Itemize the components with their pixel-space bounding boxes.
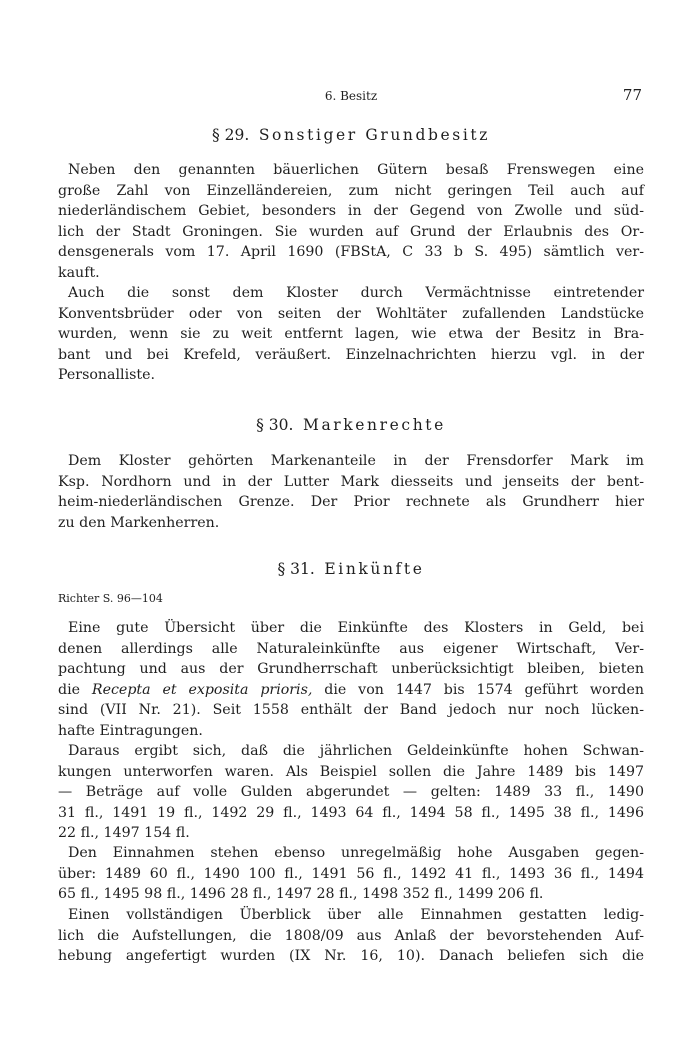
section-31-paragraph-3: [58, 843, 644, 905]
text-line: heim-niederländischen Grenze. Der Prior rechnete als Grundherr hier: [58, 494, 644, 510]
text-line: Ksp. Nordhorn und in der Lutter Mark diesseits und jenseits der bent-: [58, 473, 644, 490]
text-line: lich der Stadt Groningen. Sie wurden auf Grund der Erlaubnis des Or-: [58, 223, 644, 240]
text-line: hebung angefertigt wurden (IX Nr. 16, 10). Danach beliefen sich die: [58, 948, 644, 964]
source-note: Richter S. 96—104: [58, 592, 163, 605]
section-31-title: Einkünfte: [324, 560, 425, 578]
text-line: sind (VII Nr. 21). Seit 1558 enthält der Band jedoch nur noch lücken-: [58, 702, 644, 718]
section-30-title: Markenrechte: [302, 416, 446, 434]
page-number: 77: [622, 86, 642, 104]
text-line: densgenerals vom 17. April 1690 (FBStA, C 33 b S. 495) sämtlich ver-: [58, 244, 644, 260]
text-line: denen allerdings alle Naturaleinkünfte aus eigener Wirtschaft, Ver-: [58, 640, 644, 657]
text-line: 65 fl., 1495 98 fl., 1496 28 fl., 1497 28 fl., 1498 352 fl., 1499 206 fl.: [58, 886, 544, 902]
section-31-number: § 31.: [277, 560, 315, 578]
text-line: Personalliste.: [58, 367, 156, 383]
text-line: kauft.: [58, 264, 100, 281]
text-line: pachtung und aus der Grundherrschaft unberücksichtigt bleiben, bieten: [58, 661, 644, 677]
text-line: 31 fl., 1491 19 fl., 1492 29 fl., 1493 64 fl., 1494 58 fl., 1495 38 fl., 1496: [58, 804, 644, 821]
text-line: Neben den genannten bäuerlichen Gütern besaß Frenswegen eine: [68, 162, 644, 178]
section-29-paragraph-1: [58, 160, 644, 283]
text-line: kungen unterworfen waren. Als Beispiel sollen die Jahre 1489 bis 1497: [58, 763, 644, 780]
section-30-number: § 30.: [256, 416, 294, 434]
text-line: zu den Markenherren.: [58, 514, 220, 531]
text-line: niederländischem Gebiet, besonders in der Gegend von Zwolle und süd-: [58, 203, 644, 219]
text-line italic-line: die Recepta et exposita prioris, die von 1447 bis 1574 geführt worden: [58, 681, 644, 698]
text-line: Dem Kloster gehörten Markenanteile in der Frensdorfer Mark im: [68, 453, 644, 469]
section-30-heading: [58, 416, 644, 434]
section-29-number: § 29.: [211, 126, 250, 144]
text-line: Den Einnahmen stehen ebenso unregelmäßig hohe Ausgaben gegen-: [68, 845, 644, 861]
text-line: Eine gute Übersicht über die Einkünfte des Klosters in Geld, bei: [68, 620, 644, 636]
text-line: hafte Eintragungen.: [58, 722, 203, 739]
text-line: wurden, wenn sie zu weit entfernt lagen, wie etwa der Besitz in Bra-: [58, 326, 644, 342]
text-line: große Zahl von Einzelländereien, zum nicht geringen Teil auch auf: [58, 182, 644, 199]
running-head: [58, 86, 644, 108]
text-line: Konventsbrüder oder von seiten der Wohltäter zufallenden Landstücke: [58, 305, 644, 322]
section-29-paragraph-2: [58, 283, 644, 386]
section-29-heading: [58, 126, 644, 144]
section-30-paragraph-1: [58, 451, 644, 533]
italic-title-phrase: Recepta et exposita prioris,: [91, 681, 313, 698]
running-title: 6. Besitz: [324, 89, 378, 103]
section-31-paragraph-1: [58, 618, 644, 741]
text-line: Daraus ergibt sich, daß die jährlichen Geldeinkünfte hohen Schwan-: [68, 743, 644, 759]
text-line: Auch die sonst dem Kloster durch Vermächtnisse eintretender: [68, 285, 644, 301]
section-31-paragraph-4: [58, 905, 644, 967]
text-line: Einen vollständigen Überblick über alle Einnahmen gestatten ledig-: [68, 907, 644, 923]
text-line: lich die Aufstellungen, die 1808/09 aus Anlaß der bevorstehenden Auf-: [58, 927, 644, 944]
book-page: [58, 0, 644, 1060]
section-31-heading: [58, 560, 644, 578]
text-line: über: 1489 60 fl., 1490 100 fl., 1491 56 fl., 1492 41 fl., 1493 36 fl., 1494: [58, 865, 644, 882]
section-31-paragraph-2: [58, 741, 644, 844]
text-line: 22 fl., 1497 154 fl.: [58, 825, 190, 841]
text-line: — Beträge auf volle Gulden abgerundet — gelten: 1489 33 fl., 1490: [58, 784, 644, 800]
text-line: bant und bei Krefeld, veräußert. Einzelnachrichten hierzu vgl. in der: [58, 346, 644, 363]
section-29-title: Sonstiger Grundbesitz: [258, 126, 491, 144]
